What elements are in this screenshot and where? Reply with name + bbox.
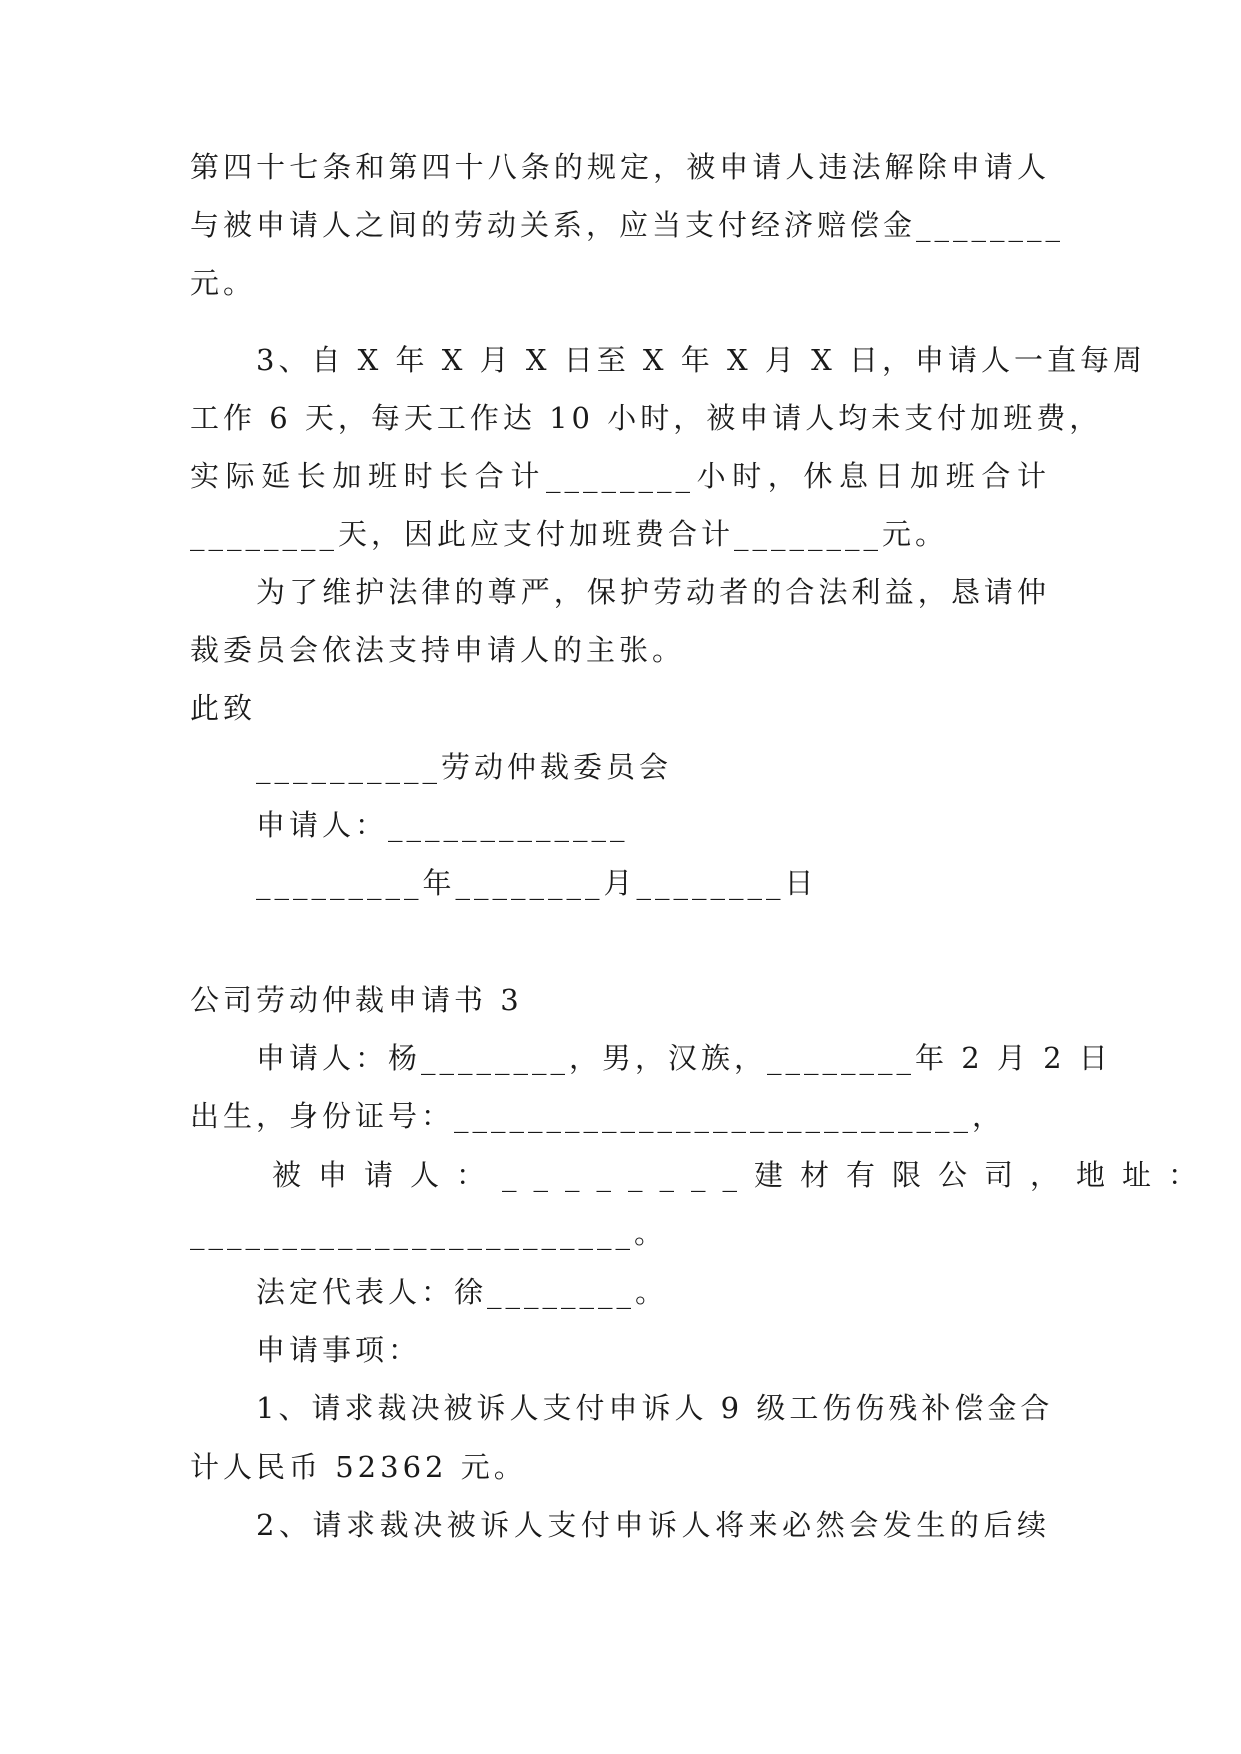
- section-title: 公司劳动仲裁申请书 3: [190, 983, 523, 1017]
- text-line: 工作 6 天，每天工作达 10 小时，被申请人均未支付加班费，: [190, 401, 1103, 435]
- applicant-signature-line: 申请人：_____________: [256, 808, 629, 842]
- addressee-line: __________劳动仲裁委员会: [256, 750, 673, 784]
- text-line: 实际延长加班时长合计________小时，休息日加班合计: [190, 459, 1050, 493]
- text-line: 法定代表人：徐________。: [256, 1275, 669, 1309]
- text-line: 计人民币 52362 元。: [190, 1450, 527, 1484]
- text-line: 第四十七条和第四十八条的规定，被申请人违法解除申请人: [190, 150, 1050, 184]
- text-line: 3、自 X 年 X 月 X 日至 X 年 X 月 X 日，申请人一直每周: [256, 343, 1146, 377]
- text-line: 被申请人：________建材有限公司，地址：: [272, 1158, 1215, 1192]
- text-line: 2、请求裁决被诉人支付申诉人将来必然会发生的后续: [256, 1508, 1050, 1542]
- text-line: 出生，身份证号：____________________________，: [190, 1099, 1006, 1133]
- text-line: ________天，因此应支付加班费合计________元。: [190, 517, 949, 551]
- date-line: _________年________月________日: [256, 866, 818, 900]
- text-line: 与被申请人之间的劳动关系，应当支付经济赔偿金________: [190, 208, 1065, 242]
- text-line: 1、请求裁决被诉人支付申诉人 9 级工伤伤残补偿金合: [256, 1391, 1054, 1425]
- salutation: 此致: [190, 691, 257, 725]
- text-line: 申请人：杨________，男，汉族，________年 2 月 2 日: [256, 1041, 1112, 1075]
- text-line: 申请事项：: [256, 1333, 422, 1367]
- text-line: 元。: [190, 266, 257, 300]
- text-line: 裁委员会依法支持申请人的主张。: [190, 633, 686, 667]
- text-line: ________________________。: [190, 1216, 668, 1250]
- text-line: 为了维护法律的尊严，保护劳动者的合法利益，恳请仲: [256, 575, 1050, 609]
